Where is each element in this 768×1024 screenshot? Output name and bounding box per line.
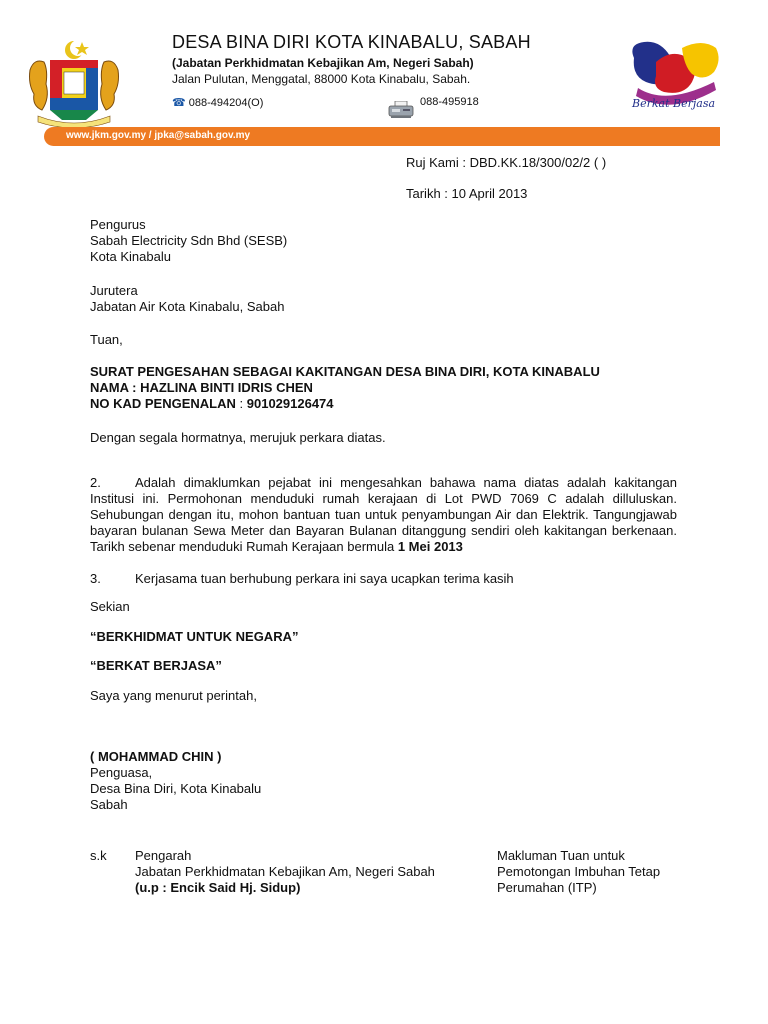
note-line: Pemotongan Imbuhan Tetap <box>497 864 661 879</box>
move-in-date: 1 Mei 2013 <box>397 539 463 554</box>
org-name: DESA BINA DIRI KOTA KINABALU, SABAH <box>172 32 531 52</box>
phone-line <box>172 96 263 109</box>
phone-number: 088-494204(O) <box>188 97 264 109</box>
cc-line: Pengarah <box>135 848 192 863</box>
brand-tagline: Berkat Berjasa <box>632 97 716 110</box>
paragraph-2 <box>90 475 677 555</box>
reference-number: Ruj Kami : DBD.KK.18/300/02/2 ( ) <box>406 155 607 170</box>
opening-line: Dengan segala hormatnya, merujuk perkara diatas. <box>90 430 386 445</box>
cc-block <box>135 848 435 896</box>
cc-label: s.k <box>90 848 107 863</box>
ic-number-line <box>90 396 600 412</box>
fax-number: 088-495918 <box>420 96 479 108</box>
signature-block <box>90 749 261 813</box>
paragraph-2-text: Adalah dimaklumkan pejabat ini mengesahkan bahawa nama diatas adalah kakitangan Institusi ini. Permohonan menduduki rumah kerajaan di Lot PWD 7069 C adalah dilluluskan. Sehubungan dengan itu, mohon bantuan tuan untuk penyambungan Air dan Elektrik. Tangungjawab bayaran bulanan Sewa Meter dan Bayaran Bulanan ditanggung sendiri oleh kakitangan berkenaan. Tarikh sebenar menduduki Rumah Kerajaan bermula <box>90 475 677 554</box>
recipient-block-2 <box>90 283 284 315</box>
cc-attention: (u.p : Encik Said Hj. Sidup) <box>135 880 301 895</box>
recipient-block-1 <box>90 217 287 265</box>
signer-line: Sabah <box>90 797 128 812</box>
recipient-line: Kota Kinabalu <box>90 249 171 264</box>
signer-name: ( MOHAMMAD CHIN ) <box>90 749 222 764</box>
subject-block <box>90 364 600 412</box>
motto-1: “BERKHIDMAT UNTUK NEGARA” <box>90 629 299 644</box>
note-block <box>497 848 660 896</box>
motto-2: “BERKAT BERJASA” <box>90 658 222 673</box>
signer-line: Penguasa, <box>90 765 153 780</box>
subject-line: SURAT PENGESAHAN SEBAGAI KAKITANGAN DESA BINA DIRI, KOTA KINABALU <box>90 364 600 379</box>
letter-date: Tarikh : 10 April 2013 <box>406 186 528 201</box>
sign-intro: Saya yang menurut perintah, <box>90 688 257 703</box>
recipient-line: Jabatan Air Kota Kinabalu, Sabah <box>90 299 285 314</box>
recipient-line: Jurutera <box>90 283 138 298</box>
ic-label: NO KAD PENGENALAN <box>90 396 236 411</box>
paragraph-3 <box>90 571 514 587</box>
ic-separator: : <box>235 396 247 411</box>
cc-line: Jabatan Perkhidmatan Kebajikan Am, Negeri Sabah <box>135 864 435 879</box>
recipient-line: Sabah Electricity Sdn Bhd (SESB) <box>90 233 288 248</box>
paragraph-number: 2. <box>90 475 101 490</box>
closing: Sekian <box>90 599 130 614</box>
phone-icon: ☎ <box>172 97 186 109</box>
paragraph-number: 3. <box>90 571 101 586</box>
salutation: Tuan, <box>90 332 123 347</box>
note-line: Perumahan (ITP) <box>497 880 597 895</box>
employee-name: NAMA : HAZLINA BINTI IDRIS CHEN <box>90 380 313 395</box>
signer-line: Desa Bina Diri, Kota Kinabalu <box>90 781 262 796</box>
contact-banner-text: www.jkm.gov.my / jpka@sabah.gov.my <box>66 130 251 141</box>
org-department: (Jabatan Perkhidmatan Kebajikan Am, Negeri Sabah) <box>172 56 474 70</box>
ic-value: 901029126474 <box>246 396 334 411</box>
coat-of-arms-icon <box>24 40 124 133</box>
recipient-line: Pengurus <box>90 217 146 232</box>
note-line: Makluman Tuan untuk <box>497 848 625 863</box>
paragraph-3-text: Kerjasama tuan berhubung perkara ini saya ucapkan terima kasih <box>135 571 514 586</box>
org-address: Jalan Pulutan, Menggatal, 88000 Kota Kinabalu, Sabah. <box>172 72 471 86</box>
fax-icon <box>388 101 414 124</box>
